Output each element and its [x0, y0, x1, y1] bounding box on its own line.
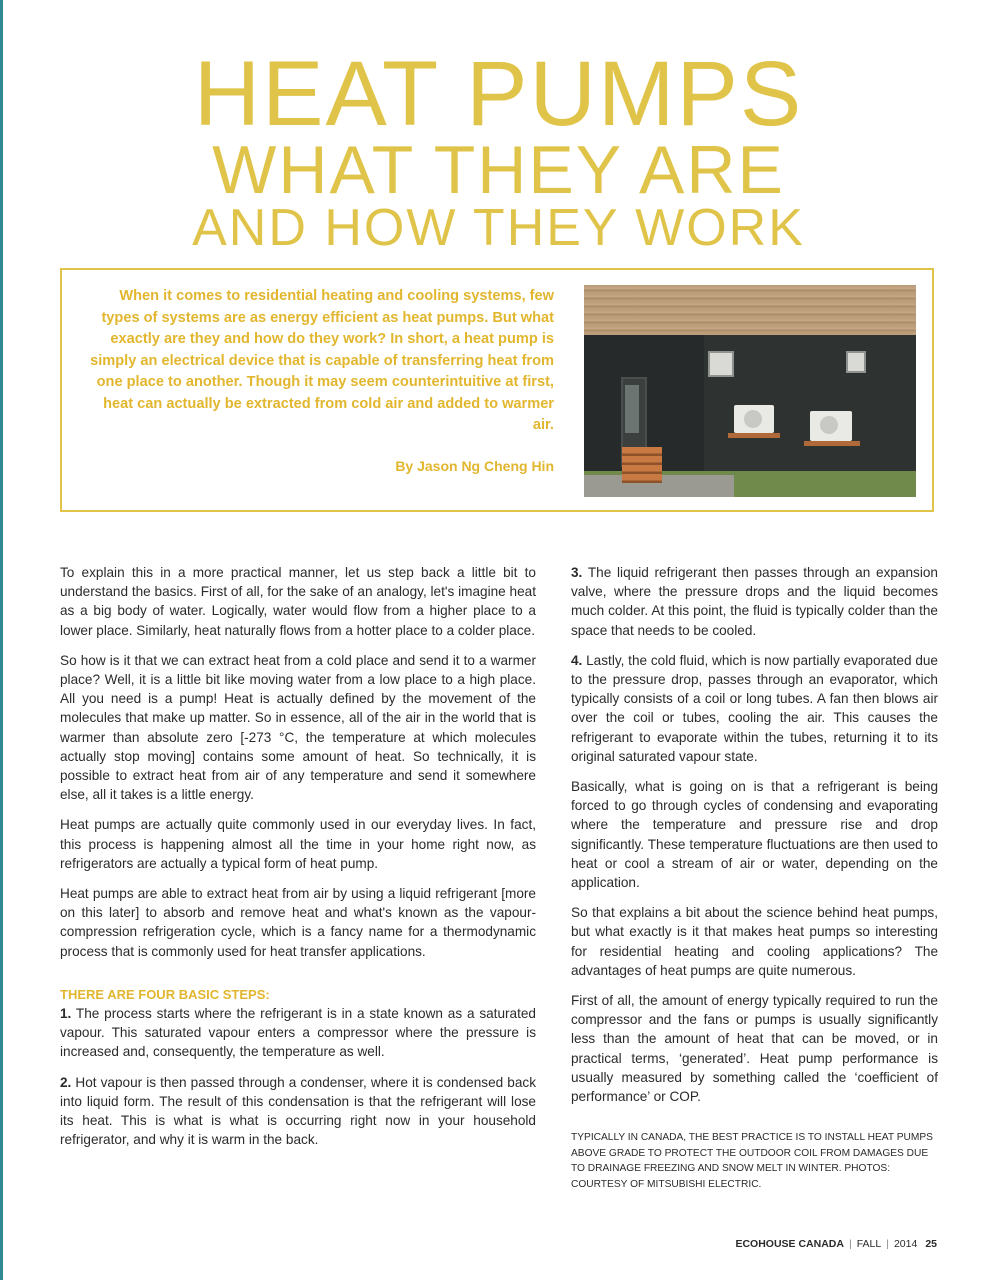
door-glass [625, 385, 639, 433]
paragraph: Basically, what is going on is that a refrigerant is being forced to go through cycles of condensing and evaporating where the temperature and pressure rise and drop significantly. These temperature fluctuations are then used to heat or cool a stream of air or water, depending on the application. [571, 779, 938, 891]
byline: By Jason Ng Cheng Hin [395, 458, 554, 474]
paragraph: So that explains a bit about the science behind heat pumps, but what exactly is it that makes heat pumps so interesting for residential heating and cooling applications? The advantages of heat pumps are quite numerous. [571, 905, 938, 978]
step-number: 4. [571, 652, 583, 668]
page-number: 25 [925, 1238, 937, 1250]
step-text: Lastly, the cold fluid, which is now partially evaporated due to the pressure drop, passes through an evaporator, which typically consists of a coil or long tubes. A fan then blows air over the coil or tubes, cooling the air. This causes the refrigerant to evaporate within the tubes, returning it to its original saturated vapour state. [571, 652, 938, 764]
footer-separator: | [886, 1238, 889, 1250]
intro-text: When it comes to residential heating and cooling systems, few types of systems are as energy efficient as heat pumps. But what exactly are they and how do they work? In short, a heat pump is simply an electrical device that is capable of transferring heat from one place to another. Though it may seem counterintuitive at first, heat can actually be extracted from cold air and added to warmer air. [90, 288, 554, 433]
step-4 [571, 651, 938, 766]
article-column-right [571, 563, 938, 1117]
title-line-2: WHAT THEY ARE [212, 132, 785, 208]
step-text: The process starts where the refrigerant is in a state known as a saturated vapour. This saturated vapour enters a compressor where the pressure is increased and, consequently, the temperature as well. [60, 1006, 536, 1060]
issue-season: FALL [856, 1238, 882, 1250]
step-text: The liquid refrigerant then passes through an expansion valve, where the pressure drops and the liquid becomes much colder. At this point, the fluid is typically colder than the space that needs to be cooled. [571, 565, 938, 638]
paragraph: To explain this in a more practical manner, let us step back a little bit to understand the basics. First of all, for the sake of an analogy, let's imagine heat as a big body of water. Logically, water would flow from a higher place to a lower place. Similarly, heat naturally flows from a hotter place to a colder place. [60, 565, 536, 638]
step-1 [60, 1004, 536, 1062]
fan-grille-1 [744, 410, 762, 428]
footer-separator: | [848, 1238, 852, 1250]
wooden-stairs [622, 447, 662, 483]
house-heat-pump-photo [584, 285, 916, 497]
step-number: 3. [571, 565, 583, 580]
title-line-1: HEAT PUMPS [193, 43, 804, 145]
paragraph: First of all, the amount of energy typically required to run the compressor and the fans or pumps is usually significantly less than the amount of heat that can be moved, or in practical terms, ‘generated’. Heat pump performance is usually measured by something called the ‘coefficient of performance’ or COP. [571, 993, 938, 1105]
wall-bracket-2 [804, 441, 860, 446]
step-number: 1. [60, 1006, 72, 1022]
article-column-left [60, 563, 536, 1160]
paragraph: So how is it that we can extract heat from a cold place and send it to a warmer place? Well, it is a little bit like moving water from a low place to a high place. All you need is a pump! Heat is actually defined by the movement of the molecules that make up matter. So in essence, all of the air in the world that is warmer than absolute zero [-273 °C, the temperature at which molecules actually stop moving] contains some amount of heat. So technically, it is possible to extract heat from air of any temperature and send it somewhere else, all it takes is a little energy. [60, 652, 536, 803]
fan-grille-2 [820, 416, 838, 434]
step-number: 2. [60, 1074, 72, 1090]
window-right [846, 351, 866, 373]
step-text: Hot vapour is then passed through a condenser, where it is condensed back into liquid form. The result of this condensation is that the refrigerant will lose its heat. This is what is what is occurring right now in your household refrigerator, and why it is warm in the back. [60, 1074, 536, 1148]
title-line-3: AND HOW THEY WORK [192, 199, 805, 257]
window-left [708, 351, 734, 377]
steps-heading: THERE ARE FOUR BASIC STEPS: [60, 986, 270, 1002]
page-footer [600, 1238, 937, 1250]
paragraph: Heat pumps are able to extract heat from air by using a liquid refrigerant [more on this later] to absorb and remove heat and what's known as the vapour-compression refrigeration cycle, which is a fancy name for a thermodynamic process that is commonly used for heat transfer applications. [60, 886, 536, 959]
paragraph: Heat pumps are actually quite commonly used in our everyday lives. In fact, this process is happening almost all the time in your home right now, as refrigerators are actually a typical form of heat pump. [60, 817, 536, 871]
issue-year: 2014 [893, 1238, 918, 1250]
publication-name: ECOHOUSE CANADA [735, 1238, 844, 1250]
wall-bracket-1 [728, 433, 780, 438]
step-3 [571, 563, 938, 640]
step-2 [60, 1073, 536, 1150]
wood-siding [584, 285, 916, 335]
photo-caption: TYPICALLY IN CANADA, THE BEST PRACTICE IS TO INSTALL HEAT PUMPS ABOVE GRADE TO PROTECT THE OUTDOOR COIL FROM DAMAGES DUE TO DRAINAGE FREEZING AND SNOW MELT IN WINTER. PHOTOS: COURTESY OF MITSUBISHI ELECTRIC. [571, 1132, 933, 1190]
